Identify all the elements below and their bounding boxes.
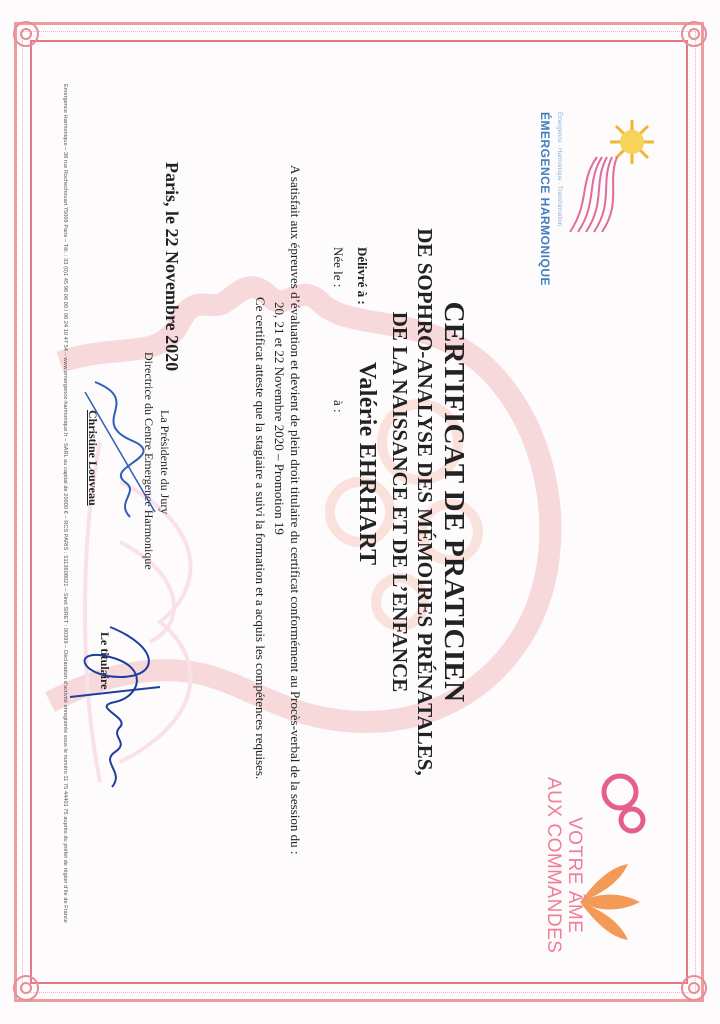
brand-tagline: Émergence · Harmonique · Transformation bbox=[556, 112, 562, 227]
certificate-subtitle-line-1: DE SOPHRO-ANALYSE DES MÉMOIRES PRÉNATALES, bbox=[413, 228, 437, 776]
recipient-name: Valérie EHRHART bbox=[354, 362, 380, 566]
corner-ornament-icon bbox=[6, 14, 46, 54]
certificate-content bbox=[40, 62, 680, 962]
holder-label: Le titulaire bbox=[98, 632, 112, 690]
born-label: Née le : bbox=[331, 247, 346, 288]
sun-logo-icon bbox=[512, 102, 662, 252]
director-role: Directrice du Centre Emergence Harmonique bbox=[142, 352, 156, 570]
corner-ornament-icon bbox=[6, 968, 46, 1008]
footer-address: Émergence Harmonique – 38 rue Rochechouart 75009 Paris – Tél. : 33 (0)1 45 96 06 00 / 06 24 10 47 54 – www.emergence-harmonique.fr – SARL au capital de 20000 € – RCS PARIS : 5113608021 – Siret SIRET : 00399 – Déclaration d’activité enregistrée sous le numéro 11 75 44401 75 auprès du préfet de région d’Île de France bbox=[62, 84, 68, 923]
jury-role: La Présidente du Jury bbox=[158, 410, 172, 515]
birthplace-label: à : bbox=[331, 400, 346, 413]
certificate-statement: A satisfait aux épreuves d’évaluation et devient de plein droit titulaire du certificat conformément au Procès-verbal de la session du : bbox=[288, 165, 303, 855]
corner-ornament-icon bbox=[674, 14, 714, 54]
jury-name: Christine Louveau bbox=[86, 410, 100, 506]
corner-ornament-icon bbox=[674, 968, 714, 1008]
certificate-subtitle-line-2: DE LA NAISSANCE ET DE L’ENFANCE bbox=[388, 311, 412, 693]
holder-signature bbox=[60, 617, 170, 797]
delivered-label: Délivré à : bbox=[355, 247, 370, 305]
competence-statement: Ce certificat atteste que la stagiaire a suivi la formation et a acquis les compétences requises. bbox=[253, 297, 268, 780]
program-title-line-1: VOTRE ÂME bbox=[564, 817, 585, 934]
certificate-title: CERTIFICAT DE PRATICIEN bbox=[438, 301, 470, 703]
program-title-line-2: AUX COMMANDES bbox=[543, 777, 564, 954]
session-dates: 20, 21 et 22 Novembre 2020 – Promotion 19 bbox=[272, 302, 287, 535]
issue-date: Paris, le 22 Novembre 2020 bbox=[162, 162, 182, 372]
brand-name: ÉMERGENCE HARMONIQUE bbox=[538, 112, 552, 287]
lotus-gear-logo-icon bbox=[520, 752, 660, 952]
